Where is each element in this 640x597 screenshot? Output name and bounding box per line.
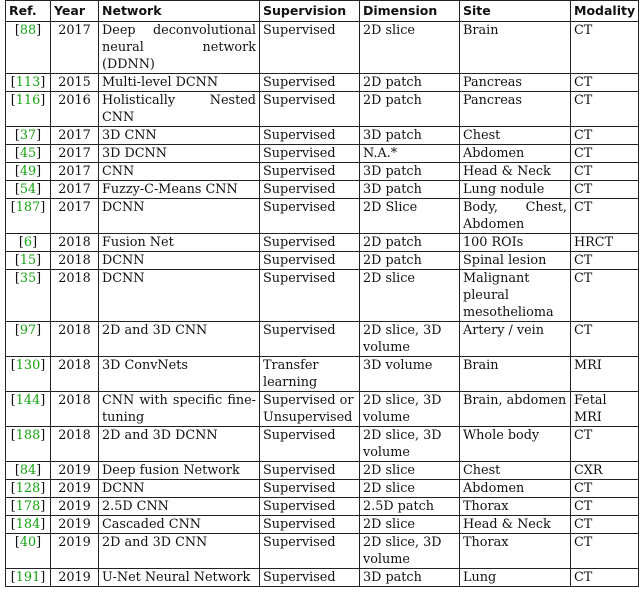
cell-dimension: 2D patch <box>360 234 460 252</box>
ref-bracket-open: [ <box>10 75 16 90</box>
cell-ref <box>6 199 51 234</box>
header-year: Year <box>51 1 99 22</box>
cell-supervision: Supervised or Unsupervised <box>260 392 360 427</box>
cell-network: 2D and 3D CNN <box>99 534 260 569</box>
cell-network: Holistically Nested CNN <box>99 92 260 127</box>
table-row <box>6 392 639 427</box>
cell-modality: CT <box>571 145 639 163</box>
cell-supervision: Supervised <box>260 534 360 569</box>
cell-network: Multi-level DCNN <box>99 74 260 92</box>
cell-dimension: 2D slice, 3D volume <box>360 392 460 427</box>
ref-bracket-close: ] <box>36 271 42 286</box>
table-row <box>6 516 639 534</box>
cell-network: 3D DCNN <box>99 145 260 163</box>
cell-site: Lung nodule <box>460 181 571 199</box>
cell-year: 2019 <box>51 498 99 516</box>
table-row <box>6 270 639 322</box>
cell-site: Whole body <box>460 427 571 462</box>
table-row <box>6 74 639 92</box>
cell-supervision: Supervised <box>260 163 360 181</box>
ref-bracket-open: [ <box>14 271 20 286</box>
cell-modality: CT <box>571 74 639 92</box>
table-body <box>6 22 639 587</box>
citation-link[interactable]: 191 <box>15 570 41 585</box>
cell-network: 2.5D CNN <box>99 498 260 516</box>
citation-link[interactable]: 116 <box>15 93 41 108</box>
ref-bracket-close: ] <box>40 570 46 585</box>
citation-link[interactable]: 188 <box>15 428 41 443</box>
cell-year: 2019 <box>51 569 99 587</box>
cell-dimension: 3D patch <box>360 181 460 199</box>
header-network: Network <box>99 1 260 22</box>
cell-site: Lung <box>460 569 571 587</box>
header-supervision: Supervision <box>260 1 360 22</box>
header-site: Site <box>460 1 571 22</box>
cell-supervision: Supervised <box>260 480 360 498</box>
cell-ref <box>6 22 51 74</box>
table-row <box>6 127 639 145</box>
cell-modality: CT <box>571 252 639 270</box>
table-row <box>6 145 639 163</box>
ref-bracket-close: ] <box>36 535 42 550</box>
ref-bracket-open: [ <box>10 358 16 373</box>
ref-bracket-close: ] <box>40 517 46 532</box>
table-row <box>6 322 639 357</box>
cell-ref <box>6 357 51 392</box>
cell-network: 2D and 3D CNN <box>99 322 260 357</box>
ref-bracket-close: ] <box>40 428 46 443</box>
cell-year: 2018 <box>51 234 99 252</box>
cell-modality: CT <box>571 199 639 234</box>
citation-link[interactable]: 49 <box>19 164 37 179</box>
ref-bracket-close: ] <box>40 200 46 215</box>
cell-ref <box>6 480 51 498</box>
cell-site: Artery / vein <box>460 322 571 357</box>
cell-dimension: 2D slice, 3D volume <box>360 427 460 462</box>
cell-site: Head & Neck <box>460 163 571 181</box>
table-row <box>6 480 639 498</box>
cell-site: Pancreas <box>460 92 571 127</box>
ref-bracket-close: ] <box>36 164 42 179</box>
cell-year: 2015 <box>51 74 99 92</box>
header-dimension: Dimension <box>360 1 460 22</box>
cell-ref <box>6 270 51 322</box>
citation-link[interactable]: 84 <box>19 463 37 478</box>
cell-site: Brain, abdomen <box>460 392 571 427</box>
cell-network: DCNN <box>99 252 260 270</box>
citation-link[interactable]: 45 <box>19 146 37 161</box>
table-row <box>6 427 639 462</box>
cell-ref <box>6 427 51 462</box>
cell-network: U-Net Neural Network <box>99 569 260 587</box>
cell-supervision: Supervised <box>260 516 360 534</box>
cell-dimension: 2D slice, 3D volume <box>360 534 460 569</box>
ref-bracket-open: [ <box>10 481 16 496</box>
cell-network: Deep deconvolutional neural network (DDNN) <box>99 22 260 74</box>
ref-bracket-close: ] <box>36 128 42 143</box>
cell-year: 2017 <box>51 145 99 163</box>
ref-bracket-open: [ <box>10 517 16 532</box>
cell-dimension: 2.5D patch <box>360 498 460 516</box>
cell-modality: CXR <box>571 462 639 480</box>
cell-dimension: 2D patch <box>360 74 460 92</box>
cell-ref <box>6 252 51 270</box>
citation-link[interactable]: 184 <box>15 517 41 532</box>
cell-dimension: 3D patch <box>360 163 460 181</box>
ref-bracket-open: [ <box>18 235 24 250</box>
cell-modality: CT <box>571 516 639 534</box>
ref-bracket-open: [ <box>10 93 16 108</box>
cell-supervision: Supervised <box>260 234 360 252</box>
cell-modality: CT <box>571 92 639 127</box>
ref-bracket-open: [ <box>14 253 20 268</box>
cell-supervision: Supervised <box>260 322 360 357</box>
cell-site: 100 ROIs <box>460 234 571 252</box>
cell-dimension: 2D slice <box>360 516 460 534</box>
cell-network: Deep fusion Network <box>99 462 260 480</box>
cell-modality: CT <box>571 181 639 199</box>
cell-network: Cascaded CNN <box>99 516 260 534</box>
ref-bracket-close: ] <box>40 393 46 408</box>
table-row <box>6 199 639 234</box>
cell-ref <box>6 127 51 145</box>
cell-dimension: 2D Slice <box>360 199 460 234</box>
table-row <box>6 569 639 587</box>
cell-year: 2017 <box>51 163 99 181</box>
citation-link[interactable]: 187 <box>15 200 41 215</box>
cell-supervision: Supervised <box>260 127 360 145</box>
cell-site: Body, Chest, Abdomen <box>460 199 571 234</box>
cell-ref <box>6 181 51 199</box>
cell-site: Malignant pleural mesothelioma <box>460 270 571 322</box>
cell-dimension: 3D patch <box>360 569 460 587</box>
table-row <box>6 534 639 569</box>
ref-bracket-open: [ <box>14 535 20 550</box>
ref-bracket-close: ] <box>40 481 46 496</box>
ref-bracket-close: ] <box>36 323 42 338</box>
ref-bracket-open: [ <box>14 164 20 179</box>
cell-modality: CT <box>571 480 639 498</box>
ref-bracket-open: [ <box>14 128 20 143</box>
cell-dimension: 3D volume <box>360 357 460 392</box>
cell-modality: CT <box>571 163 639 181</box>
cell-ref <box>6 392 51 427</box>
cell-modality: CT <box>571 127 639 145</box>
cell-year: 2018 <box>51 322 99 357</box>
cell-supervision: Supervised <box>260 252 360 270</box>
ref-bracket-open: [ <box>14 23 20 38</box>
cell-supervision: Supervised <box>260 498 360 516</box>
cell-site: Abdomen <box>460 480 571 498</box>
cell-network: CNN <box>99 163 260 181</box>
cell-dimension: 2D slice <box>360 270 460 322</box>
cell-modality: CT <box>571 534 639 569</box>
cell-site: Thorax <box>460 498 571 516</box>
cell-network: DCNN <box>99 199 260 234</box>
cell-ref <box>6 145 51 163</box>
cell-supervision: Supervised <box>260 74 360 92</box>
citation-link[interactable]: 40 <box>19 535 37 550</box>
cell-supervision: Supervised <box>260 427 360 462</box>
cell-modality: MRI <box>571 357 639 392</box>
ref-bracket-open: [ <box>14 463 20 478</box>
ref-bracket-close: ] <box>36 253 42 268</box>
ref-bracket-close: ] <box>40 75 46 90</box>
cell-modality: CT <box>571 569 639 587</box>
header-ref: Ref. <box>6 1 51 22</box>
cell-network: 2D and 3D DCNN <box>99 427 260 462</box>
cell-network: DCNN <box>99 270 260 322</box>
cell-site: Chest <box>460 127 571 145</box>
cell-year: 2017 <box>51 127 99 145</box>
ref-bracket-close: ] <box>36 23 42 38</box>
citation-link[interactable]: 128 <box>15 481 41 496</box>
ref-bracket-close: ] <box>32 235 38 250</box>
table-row <box>6 22 639 74</box>
cell-ref <box>6 74 51 92</box>
citation-link[interactable]: 178 <box>15 499 41 514</box>
cell-network: Fuzzy-C-Means CNN <box>99 181 260 199</box>
cell-network: Fusion Net <box>99 234 260 252</box>
ref-bracket-close: ] <box>40 93 46 108</box>
cell-year: 2018 <box>51 252 99 270</box>
cell-supervision: Transfer learning <box>260 357 360 392</box>
cell-ref <box>6 516 51 534</box>
ref-bracket-close: ] <box>40 358 46 373</box>
cell-supervision: Supervised <box>260 181 360 199</box>
citation-link[interactable]: 144 <box>15 393 41 408</box>
ref-bracket-close: ] <box>40 499 46 514</box>
citation-link[interactable]: 97 <box>19 323 37 338</box>
table-row <box>6 498 639 516</box>
cell-supervision: Supervised <box>260 145 360 163</box>
ref-bracket-open: [ <box>10 570 16 585</box>
cell-network: DCNN <box>99 480 260 498</box>
cell-site: Abdomen <box>460 145 571 163</box>
cell-ref <box>6 569 51 587</box>
cell-supervision: Supervised <box>260 462 360 480</box>
segmentation-methods-table <box>5 0 639 587</box>
cell-supervision: Supervised <box>260 569 360 587</box>
cell-dimension: 2D slice <box>360 480 460 498</box>
cell-network: 3D CNN <box>99 127 260 145</box>
citation-link[interactable]: 35 <box>19 271 37 286</box>
cell-site: Brain <box>460 22 571 74</box>
cell-year: 2019 <box>51 516 99 534</box>
table-row <box>6 462 639 480</box>
ref-bracket-close: ] <box>36 463 42 478</box>
ref-bracket-open: [ <box>14 182 20 197</box>
cell-year: 2016 <box>51 92 99 127</box>
cell-ref <box>6 534 51 569</box>
table-header-row <box>6 1 639 22</box>
cell-dimension: 3D patch <box>360 127 460 145</box>
cell-ref <box>6 498 51 516</box>
cell-ref <box>6 92 51 127</box>
citation-link[interactable]: 37 <box>19 128 37 143</box>
citation-link[interactable]: 54 <box>19 182 37 197</box>
cell-year: 2017 <box>51 22 99 74</box>
ref-bracket-close: ] <box>36 182 42 197</box>
cell-ref <box>6 322 51 357</box>
cell-dimension: 2D patch <box>360 92 460 127</box>
ref-bracket-open: [ <box>14 146 20 161</box>
ref-bracket-open: [ <box>10 428 16 443</box>
cell-year: 2017 <box>51 181 99 199</box>
table-row <box>6 252 639 270</box>
cell-supervision: Supervised <box>260 199 360 234</box>
segmentation-table-container <box>5 0 638 587</box>
cell-year: 2018 <box>51 270 99 322</box>
cell-dimension: 2D slice <box>360 462 460 480</box>
ref-bracket-open: [ <box>10 393 16 408</box>
citation-link[interactable]: 15 <box>19 253 37 268</box>
cell-ref <box>6 163 51 181</box>
cell-supervision: Supervised <box>260 270 360 322</box>
cell-site: Head & Neck <box>460 516 571 534</box>
cell-site: Chest <box>460 462 571 480</box>
cell-modality: CT <box>571 322 639 357</box>
cell-year: 2019 <box>51 462 99 480</box>
cell-modality: Fetal MRI <box>571 392 639 427</box>
ref-bracket-open: [ <box>14 323 20 338</box>
header-modality: Modality <box>571 1 639 22</box>
table-row <box>6 181 639 199</box>
cell-dimension: 2D slice <box>360 22 460 74</box>
table-row <box>6 357 639 392</box>
cell-site: Brain <box>460 357 571 392</box>
cell-modality: CT <box>571 427 639 462</box>
cell-year: 2018 <box>51 392 99 427</box>
cell-site: Thorax <box>460 534 571 569</box>
cell-network: 3D ConvNets <box>99 357 260 392</box>
table-row <box>6 163 639 181</box>
ref-bracket-close: ] <box>36 146 42 161</box>
cell-modality: CT <box>571 498 639 516</box>
cell-site: Pancreas <box>460 74 571 92</box>
cell-modality: CT <box>571 270 639 322</box>
cell-dimension: 2D patch <box>360 252 460 270</box>
cell-year: 2017 <box>51 199 99 234</box>
cell-ref <box>6 234 51 252</box>
cell-supervision: Supervised <box>260 92 360 127</box>
ref-bracket-open: [ <box>10 200 16 215</box>
ref-bracket-open: [ <box>10 499 16 514</box>
cell-network: CNN with specific fine-tuning <box>99 392 260 427</box>
cell-modality: CT <box>571 22 639 74</box>
cell-supervision: Supervised <box>260 22 360 74</box>
citation-link[interactable]: 113 <box>15 75 41 90</box>
table-row <box>6 92 639 127</box>
citation-link[interactable]: 6 <box>23 235 33 250</box>
cell-year: 2018 <box>51 427 99 462</box>
cell-site: Spinal lesion <box>460 252 571 270</box>
cell-year: 2019 <box>51 480 99 498</box>
cell-year: 2018 <box>51 357 99 392</box>
citation-link[interactable]: 88 <box>19 23 37 38</box>
cell-year: 2019 <box>51 534 99 569</box>
cell-dimension: 2D slice, 3D volume <box>360 322 460 357</box>
cell-ref <box>6 462 51 480</box>
cell-dimension: N.A.* <box>360 145 460 163</box>
table-row <box>6 234 639 252</box>
cell-modality: HRCT <box>571 234 639 252</box>
citation-link[interactable]: 130 <box>15 358 41 373</box>
